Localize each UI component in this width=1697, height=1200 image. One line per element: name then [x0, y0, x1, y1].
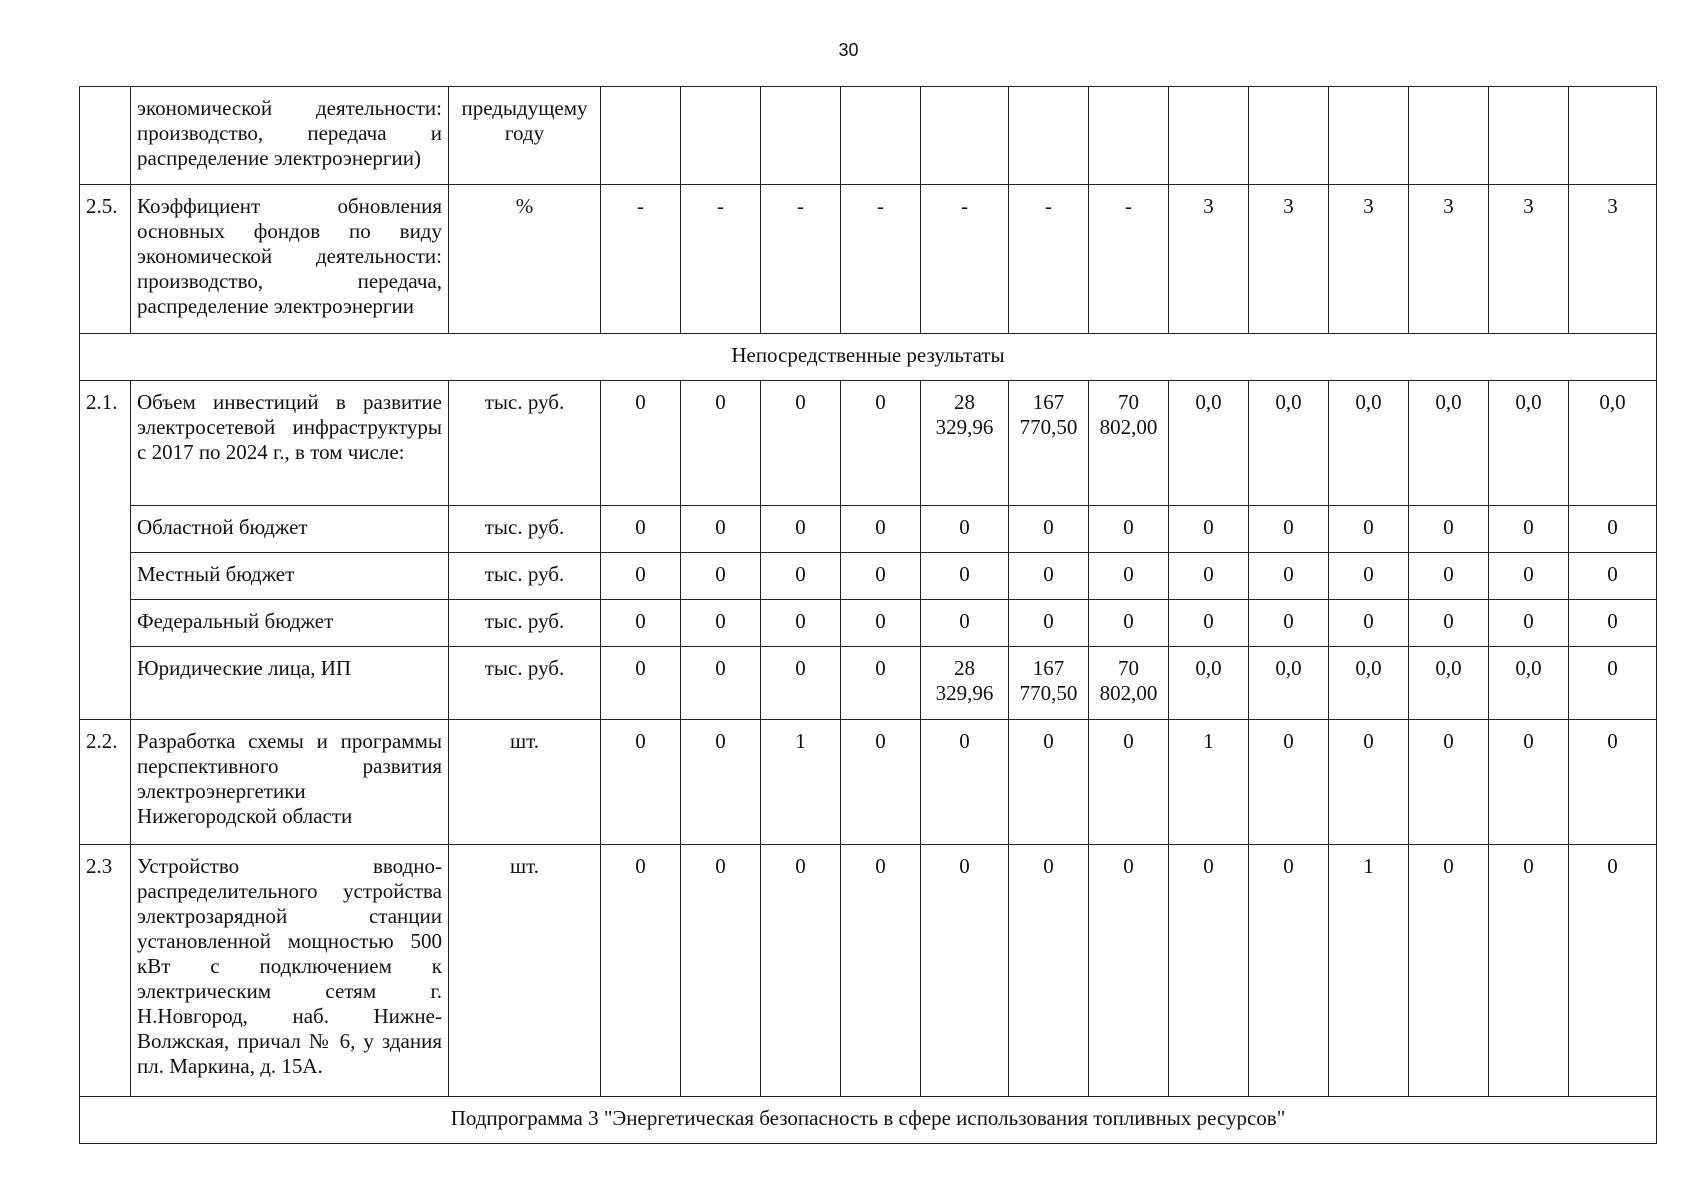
value-cell	[1409, 87, 1489, 185]
value-cell: 0,0	[1329, 381, 1409, 506]
value-cell: 3	[1329, 185, 1409, 334]
value-cell: 0	[681, 381, 761, 506]
value-cell: 28 329,96	[921, 381, 1009, 506]
value-cell	[1169, 87, 1249, 185]
table-row	[80, 553, 1657, 600]
value-cell: 0	[761, 647, 841, 720]
value-cell: 0	[681, 506, 761, 553]
value-cell: 0	[1009, 600, 1089, 647]
value-cell: 0	[1009, 845, 1089, 1097]
value-cell	[1489, 87, 1569, 185]
value-cell: 70 802,00	[1089, 381, 1169, 506]
value-cell: 0	[601, 600, 681, 647]
unit: тыс. руб.	[449, 381, 601, 506]
unit: тыс. руб.	[449, 553, 601, 600]
value-cell: 0	[1489, 845, 1569, 1097]
value-cell: -	[601, 185, 681, 334]
value-cell	[1249, 87, 1329, 185]
value-cell	[921, 87, 1009, 185]
value-cell: 0	[1249, 845, 1329, 1097]
value-cell: 0	[681, 647, 761, 720]
value-cell: 0	[761, 600, 841, 647]
value-cell: 0	[1089, 720, 1169, 845]
indicator-name: экономической деятельности: производство, передача и распределение электроэнергии)	[131, 87, 449, 185]
value-cell: 0	[1489, 600, 1569, 647]
value-cell: 0	[1409, 553, 1489, 600]
value-cell: 0	[921, 720, 1009, 845]
value-cell: 0	[1249, 506, 1329, 553]
value-cell: 0	[921, 553, 1009, 600]
indicator-name: Коэффициент обновления основных фондов по виду экономической деятельности: производство, передача, распределение электроэнергии	[131, 185, 449, 334]
table-row	[80, 845, 1657, 1097]
value-cell: 0	[1009, 720, 1089, 845]
value-cell: 0	[601, 553, 681, 600]
value-cell: 3	[1569, 185, 1657, 334]
table-row	[80, 647, 1657, 720]
value-cell: 1	[1169, 720, 1249, 845]
value-cell: 0	[1569, 720, 1657, 845]
value-cell: 3	[1249, 185, 1329, 334]
value-cell: 0	[921, 506, 1009, 553]
value-cell: 0,0	[1489, 647, 1569, 720]
value-cell: 0,0	[1569, 381, 1657, 506]
unit: шт.	[449, 720, 601, 845]
value-cell: 0	[1329, 720, 1409, 845]
value-cell: 0	[681, 845, 761, 1097]
value-cell	[601, 87, 681, 185]
value-cell: 0,0	[1249, 647, 1329, 720]
value-cell: -	[1009, 185, 1089, 334]
value-cell: -	[921, 185, 1009, 334]
table-row	[80, 600, 1657, 647]
value-cell: -	[841, 185, 921, 334]
unit: %	[449, 185, 601, 334]
value-cell: 0,0	[1169, 381, 1249, 506]
value-cell: 0	[1489, 506, 1569, 553]
table-row	[80, 506, 1657, 553]
value-cell: 0,0	[1409, 381, 1489, 506]
value-cell: -	[681, 185, 761, 334]
value-cell: 0	[761, 506, 841, 553]
value-cell: 0	[1409, 720, 1489, 845]
unit: тыс. руб.	[449, 506, 601, 553]
row-number: 2.1.	[80, 381, 131, 720]
value-cell: 3	[1409, 185, 1489, 334]
value-cell: 0	[1249, 720, 1329, 845]
value-cell: 0	[1089, 600, 1169, 647]
value-cell: 0	[1569, 600, 1657, 647]
value-cell: 70 802,00	[1089, 647, 1169, 720]
value-cell: 0	[841, 506, 921, 553]
value-cell: 0,0	[1169, 647, 1249, 720]
value-cell: 0	[841, 720, 921, 845]
indicator-name: Объем инвестиций в развитие электросетевой инфраструктуры с 2017 по 2024 г., в том числе:	[131, 381, 449, 506]
value-cell: 0	[1169, 553, 1249, 600]
value-cell	[761, 87, 841, 185]
value-cell: 0	[841, 600, 921, 647]
value-cell: 0	[1089, 553, 1169, 600]
unit: тыс. руб.	[449, 647, 601, 720]
value-cell: 0	[1569, 845, 1657, 1097]
unit: предыдущему году	[449, 87, 601, 185]
value-cell: 0	[1569, 553, 1657, 600]
value-cell	[1569, 87, 1657, 185]
value-cell: 0	[921, 845, 1009, 1097]
value-cell: 0,0	[1409, 647, 1489, 720]
value-cell: 0	[681, 553, 761, 600]
value-cell	[681, 87, 761, 185]
value-cell: 0	[1009, 506, 1089, 553]
value-cell: 0	[841, 381, 921, 506]
value-cell: 0	[1169, 845, 1249, 1097]
value-cell: 0	[681, 600, 761, 647]
section-header-row	[80, 1097, 1657, 1144]
value-cell: 0	[761, 553, 841, 600]
value-cell: 0	[761, 381, 841, 506]
indicator-name: Разработка схемы и программы перспективного развития электроэнергетики Нижегородской области	[131, 720, 449, 845]
indicators-table	[79, 86, 1657, 1144]
row-number	[80, 87, 131, 185]
table-row	[80, 720, 1657, 845]
section-title: Непосредственные результаты	[80, 334, 1657, 381]
value-cell: -	[1089, 185, 1169, 334]
value-cell	[1329, 87, 1409, 185]
value-cell: 0	[1569, 647, 1657, 720]
value-cell	[1089, 87, 1169, 185]
value-cell: 0	[1409, 600, 1489, 647]
unit: тыс. руб.	[449, 600, 601, 647]
value-cell: 0	[1169, 600, 1249, 647]
value-cell: 0	[1489, 553, 1569, 600]
value-cell: 0	[1329, 506, 1409, 553]
indicator-name: Областной бюджет	[131, 506, 449, 553]
value-cell: 0	[1249, 600, 1329, 647]
unit: шт.	[449, 845, 601, 1097]
indicator-name: Федеральный бюджет	[131, 600, 449, 647]
value-cell	[841, 87, 921, 185]
row-number: 2.5.	[80, 185, 131, 334]
table-body	[80, 87, 1657, 1144]
value-cell: 0	[1009, 553, 1089, 600]
value-cell: 3	[1489, 185, 1569, 334]
table-row	[80, 87, 1657, 185]
value-cell: 0,0	[1489, 381, 1569, 506]
value-cell: 1	[1329, 845, 1409, 1097]
value-cell: 0	[601, 720, 681, 845]
value-cell: 0	[1249, 553, 1329, 600]
table-row	[80, 185, 1657, 334]
indicator-name: Устройство вводно-распределительного устройства электрозарядной станции установленной мощностью 500 кВт с подключением к электрическим сетям г. Н.Новгород, наб. Нижне-Волжская, причал № 6, у здания пл. Маркина, д. 15А.	[131, 845, 449, 1097]
row-number: 2.3	[80, 845, 131, 1097]
value-cell: 0	[1489, 720, 1569, 845]
section-header-row	[80, 334, 1657, 381]
value-cell: 0	[921, 600, 1009, 647]
value-cell: 0	[601, 381, 681, 506]
value-cell: 0,0	[1249, 381, 1329, 506]
table-row	[80, 381, 1657, 506]
value-cell: -	[761, 185, 841, 334]
value-cell: 0	[1409, 506, 1489, 553]
value-cell: 0	[681, 720, 761, 845]
value-cell: 0	[601, 506, 681, 553]
value-cell: 0	[841, 647, 921, 720]
value-cell: 1	[761, 720, 841, 845]
indicator-name: Юридические лица, ИП	[131, 647, 449, 720]
row-number: 2.2.	[80, 720, 131, 845]
value-cell: 0	[1089, 845, 1169, 1097]
value-cell: 3	[1169, 185, 1249, 334]
value-cell: 167 770,50	[1009, 381, 1089, 506]
value-cell: 0	[1409, 845, 1489, 1097]
value-cell: 0	[761, 845, 841, 1097]
value-cell: 0	[1329, 553, 1409, 600]
value-cell	[1009, 87, 1089, 185]
page-number: 30	[838, 40, 859, 60]
value-cell: 0	[841, 845, 921, 1097]
indicator-name: Местный бюджет	[131, 553, 449, 600]
value-cell: 0	[1169, 506, 1249, 553]
section-title: Подпрограмма 3 "Энергетическая безопасность в сфере использования топливных ресурсов"	[80, 1097, 1657, 1144]
value-cell: 0,0	[1329, 647, 1409, 720]
value-cell: 0	[601, 647, 681, 720]
value-cell: 167 770,50	[1009, 647, 1089, 720]
value-cell: 0	[841, 553, 921, 600]
value-cell: 0	[601, 845, 681, 1097]
value-cell: 28 329,96	[921, 647, 1009, 720]
value-cell: 0	[1569, 506, 1657, 553]
value-cell: 0	[1329, 600, 1409, 647]
value-cell: 0	[1089, 506, 1169, 553]
